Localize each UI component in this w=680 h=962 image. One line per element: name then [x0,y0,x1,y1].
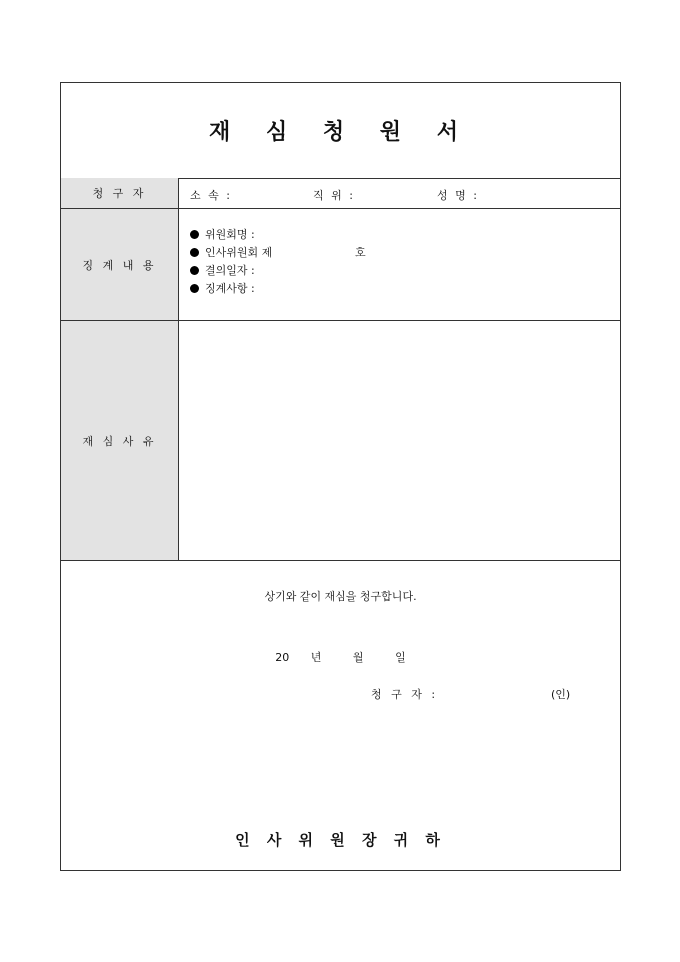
list-item[interactable]: 징계사항 : [190,279,272,297]
bullet-icon [190,266,199,275]
appeal-form [60,82,621,871]
bullet-icon [190,230,199,239]
discipline-row [61,209,620,321]
reason-label: 재 심 사 유 [61,321,179,560]
list-item[interactable]: 결의일자 : [190,261,272,279]
claimant-row [61,178,620,209]
date-year[interactable]: 20 [275,651,290,664]
discipline-label: 징 계 내 용 [61,209,179,320]
statement-text: 상기와 같이 재심을 청구합니다. [264,590,417,603]
affiliation-field[interactable]: 소 속 : [190,189,232,202]
claimant-content [178,178,620,208]
date-line [61,649,620,665]
form-title: 재 심 청 원 서 [209,119,472,145]
reason-input-area[interactable] [178,321,620,560]
footer-section [61,561,620,870]
seal-label: (인) [551,688,571,701]
claimant-label: 청 구 자 [61,178,179,208]
addressee: 인 사 위 원 장 귀 하 [235,831,446,849]
discipline-list [190,225,366,297]
position-field[interactable]: 직 위 : [313,189,355,202]
title-row [61,83,620,179]
date-month-unit: 월 [352,651,364,664]
list-item[interactable]: 인사위원회 제 호 [190,243,272,261]
list-item[interactable]: 위원회명 : [190,225,272,243]
reason-row [61,321,620,561]
date-day-unit: 일 [395,651,406,664]
ho-label: 호 [355,246,366,259]
bullet-icon [190,284,199,293]
date-year-unit: 년 [310,651,322,664]
bullet-icon [190,248,199,257]
claimant-sign-label[interactable]: 청 구 자 : [371,688,439,701]
discipline-content [178,209,620,320]
name-field[interactable]: 성 명 : [437,189,479,202]
